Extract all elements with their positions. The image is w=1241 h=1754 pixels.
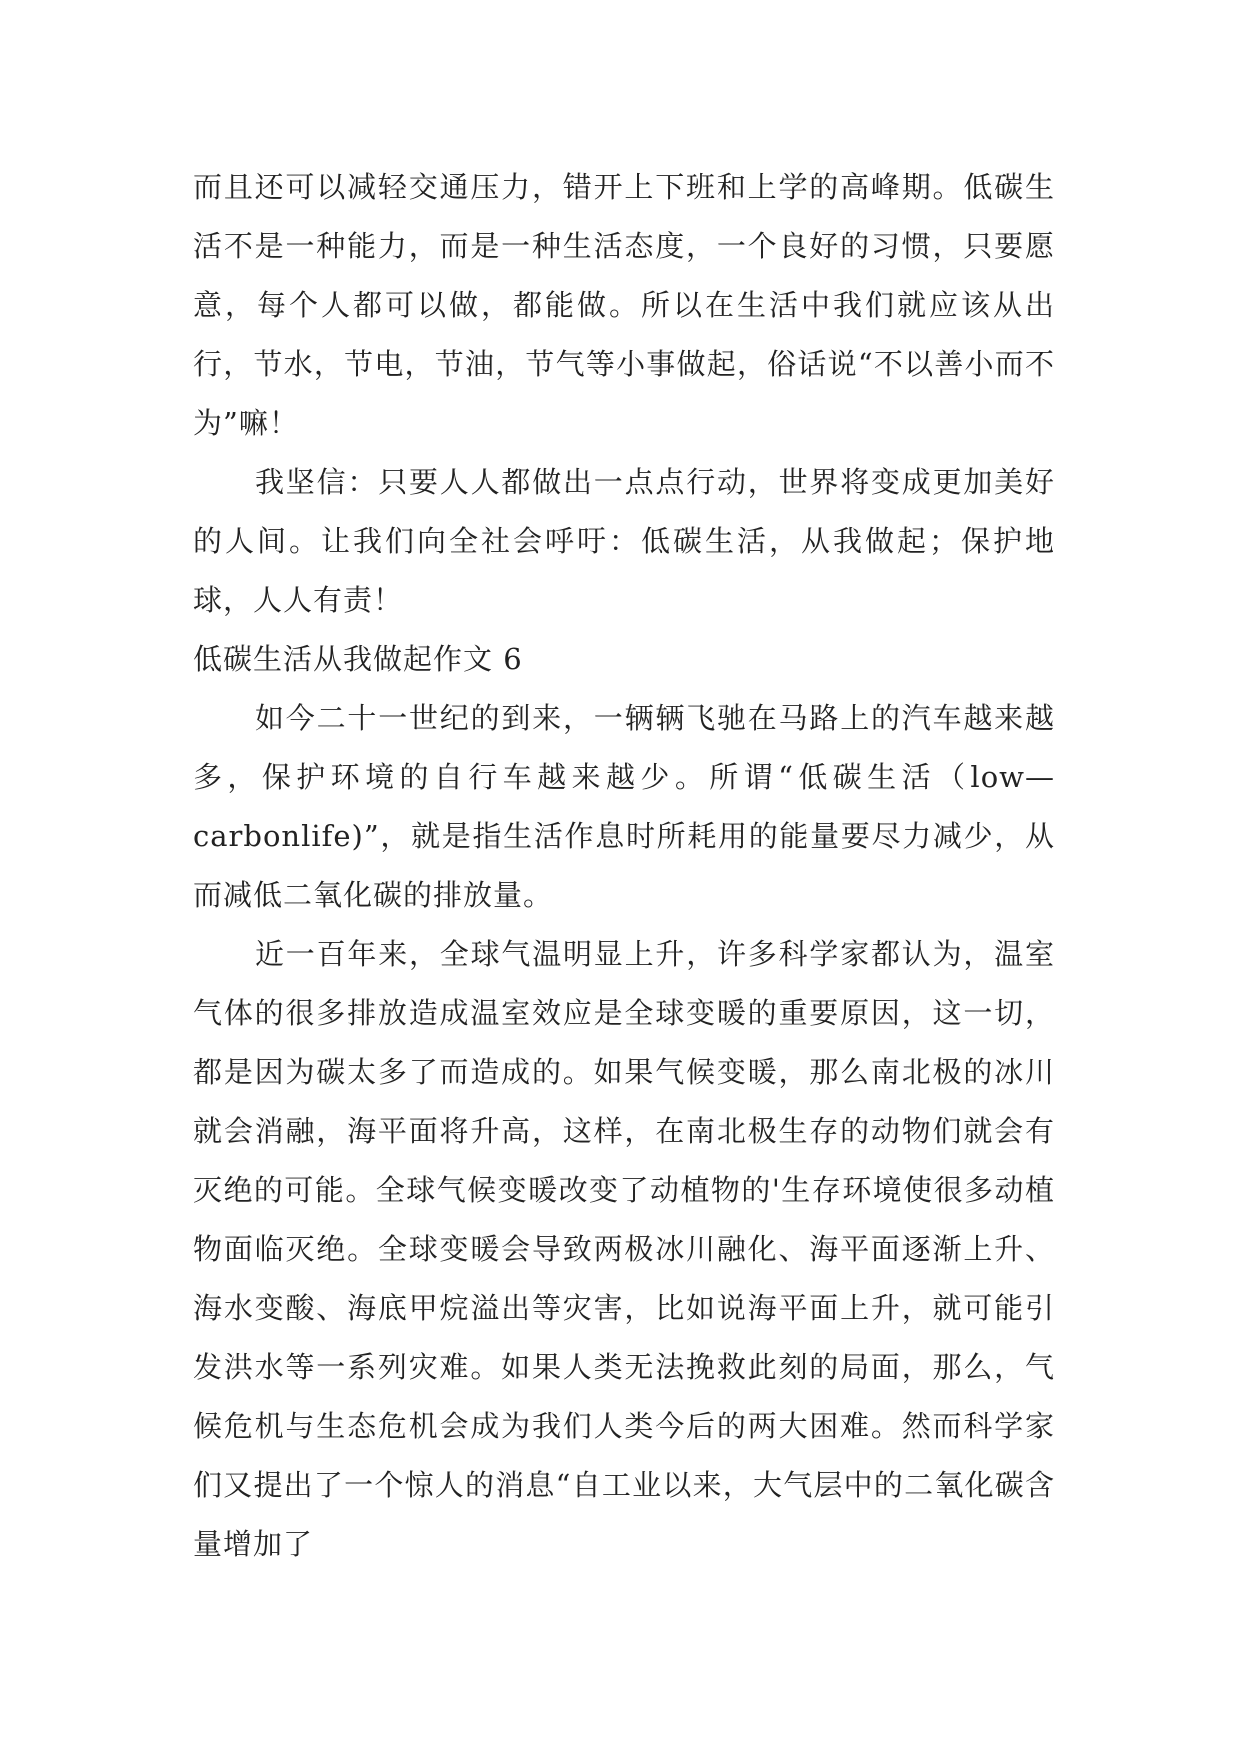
document-body	[193, 158, 1055, 1574]
paragraph-call-to-action: 我坚信：只要人人都做出一点点行动，世界将变成更加美好的人间。让我们向全社会呼吁：低碳生活，从我做起；保护地球，人人有责！	[193, 465, 1055, 617]
essay-heading: 低碳生活从我做起作文 6	[193, 642, 523, 676]
paragraph-low-carbon-attitude: 而且还可以减轻交通压力，错开上下班和上学的高峰期。低碳生活不是一种能力，而是一种生活态度，一个良好的习惯，只要愿意，每个人都可以做，都能做。所以在生活中我们就应该从出行，节水，节电，节油，节气等小事做起，俗话说“不以善小而不为”嘛！	[193, 170, 1055, 440]
paragraph-low-carbon-definition: 如今二十一世纪的到来，一辆辆飞驰在马路上的汽车越来越多，保护环境的自行车越来越少。所谓“低碳生活（low—carbonlife)”，就是指生活作息时所耗用的能量要尽力减少，从而减低二氧化碳的排放量。	[193, 701, 1055, 912]
paragraph-global-warming: 近一百年来，全球气温明显上升，许多科学家都认为，温室气体的很多排放造成温室效应是全球变暖的重要原因，这一切，都是因为碳太多了而造成的。如果气候变暖，那么南北极的冰川就会消融，海平面将升高，这样，在南北极生存的动物们就会有灭绝的可能。全球气候变暖改变了动植物的'生存环境使很多动植物面临灭绝。全球变暖会导致两极冰川融化、海平面逐渐上升、海水变酸、海底甲烷溢出等灾害，比如说海平面上升，就可能引发洪水等一系列灾难。如果人类无法挽救此刻的局面，那么，气候危机与生态危机会成为我们人类今后的两大困难。然而科学家们又提出了一个惊人的消息“自工业以来，大气层中的二氧化碳含量增加了	[193, 937, 1055, 1561]
